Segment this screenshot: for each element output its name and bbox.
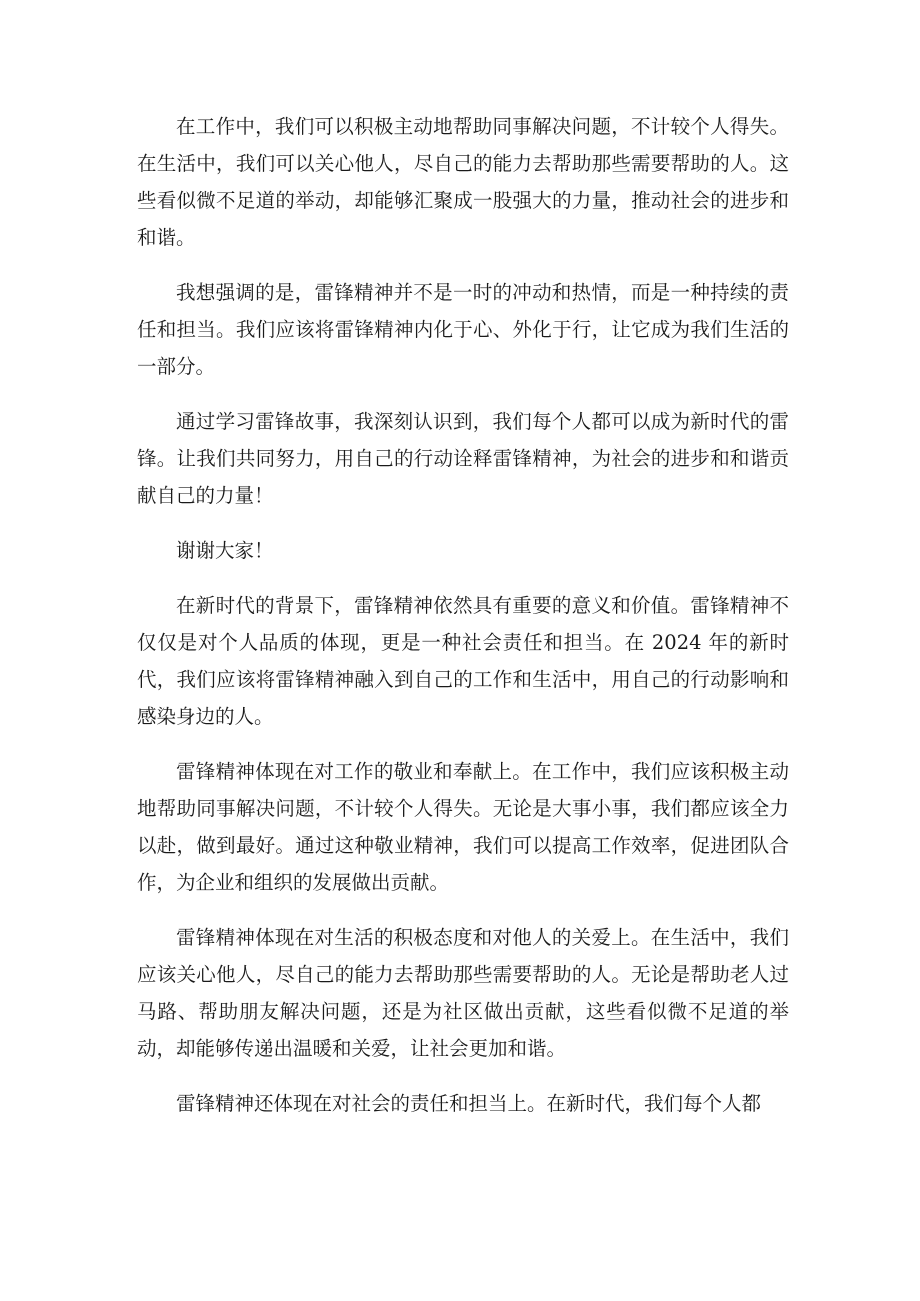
closing-line: 谢谢大家！ [176, 539, 274, 562]
paragraph: 雷锋精神体现在对工作的敬业和奉献上。在工作中，我们应该积极主动地帮助同事解决问题，不计较个人得失。无论是大事小事，我们都应该全力以赴，做到最好。通过这种敬业精神，我们可以提高工作效率，促进团队合作，为企业和组织的发展做出贡献。 [137, 760, 789, 894]
paragraph: 通过学习雷锋故事，我深刻认识到，我们每个人都可以成为新时代的雷锋。让我们共同努力，用自己的行动诠释雷锋精神，为社会的进步和和谐贡献自己的力量！ [137, 410, 789, 507]
paragraph: 雷锋精神体现在对生活的积极态度和对他人的关爱上。在生活中，我们应该关心他人，尽自己的能力去帮助那些需要帮助的人。无论是帮助老人过马路、帮助朋友解决问题，还是为社区做出贡献，这些看似微不足道的举动，却能够传递出温暖和关爱，让社会更加和谐。 [137, 926, 789, 1060]
paragraph: 我想强调的是，雷锋精神并不是一时的冲动和热情，而是一种持续的责任和担当。我们应该将雷锋精神内化于心、外化于行，让它成为我们生活的一部分。 [137, 281, 789, 378]
paragraph: 雷锋精神还体现在对社会的责任和担当上。在新时代，我们每个人都 [176, 1092, 762, 1115]
paragraph: 在新时代的背景下，雷锋精神依然具有重要的意义和价值。雷锋精神不仅仅是对个人品质的体现，更是一种社会责任和担当。在 2024 年的新时代，我们应该将雷锋精神融入到自己的工作和生活中，用自己的行动影响和感染身边的人。 [137, 594, 789, 728]
paragraph: 在工作中，我们可以积极主动地帮助同事解决问题，不计较个人得失。在生活中，我们可以关心他人，尽自己的能力去帮助那些需要帮助的人。这些看似微不足道的举动，却能够汇聚成一股强大的力量，推动社会的进步和和谐。 [137, 115, 789, 249]
document-body [137, 108, 789, 1140]
